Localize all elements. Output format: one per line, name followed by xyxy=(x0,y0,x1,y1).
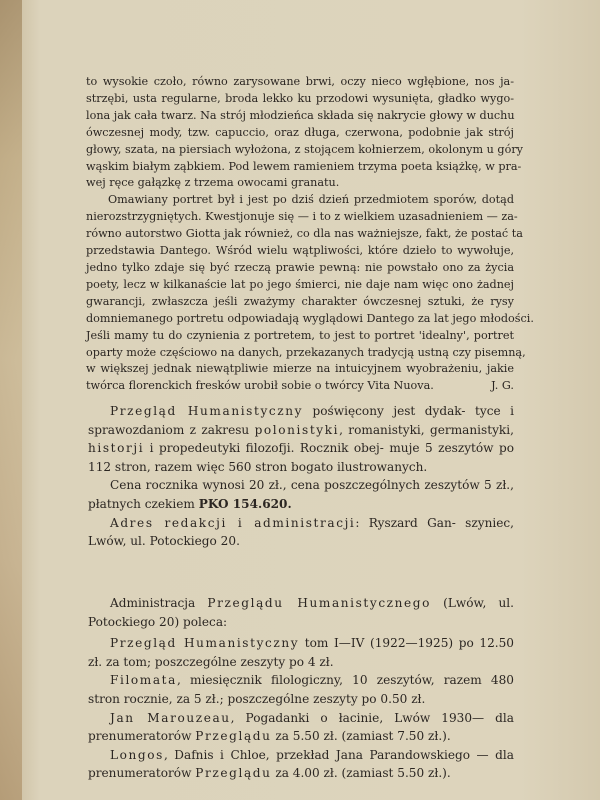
last-line-text: twórca florenckich fresków urobił sobie o twórcy Vita Nuova. xyxy=(86,379,434,393)
text-line: ówczesnej mody, tzw. capuccio, oraz długa, czerwona, podobnie jak strój xyxy=(86,125,514,139)
journal-text: muje 5 zeszytów po 112 stron, razem więc 560 stron bogato xyxy=(88,441,514,474)
text-line: głowy, szata, na piersiach wyłożona, z stojącem kołnierzem, okolonym u góry xyxy=(86,142,523,156)
page-edge-stain xyxy=(0,0,22,800)
admin-item-3 xyxy=(88,709,514,746)
admin-text: , miesięcznik filologiczny, 10 zeszytów, razem xyxy=(176,673,482,688)
journal-info xyxy=(88,402,514,551)
journal-text: : Ryszard Gan- xyxy=(355,515,456,530)
text-line: jedno tylko zdaje się być rzeczą prawie pewną: nie powstało ono za życia xyxy=(86,260,514,274)
admin-text-spaced: Przeglądu xyxy=(195,729,272,744)
journal-text: Cena rocznika wynosi 20 zł., cena poszczególnych zeszytów xyxy=(110,478,480,493)
journal-text: germanistyki, xyxy=(430,422,514,437)
admin-text: za 5.50 zł. (zamiast 7.50 zł.). xyxy=(271,729,451,744)
article-text xyxy=(86,74,534,395)
journal-text-spaced: Adres redakcji i administracji xyxy=(110,515,356,530)
admin-text: dla prenumeratorów xyxy=(88,710,514,744)
journal-text: , romanistyki, xyxy=(339,422,425,437)
admin-text: po 12.50 zł. za tom; poszczególne zeszyty po 4 zł. xyxy=(88,636,514,669)
admin-text: (Lwów, xyxy=(431,596,487,610)
journal-paragraph-1 xyxy=(88,402,514,476)
text-line: gwarancji, zwłaszcza jeśli zważymy charakter ówczesnej sztuki, że rysy xyxy=(86,294,514,308)
signature: J. G. xyxy=(491,379,514,393)
text-line: w większej jednak niewątpliwie mierze na intuicyjnem wyobrażeniu, jakie xyxy=(86,362,514,376)
admin-item-4 xyxy=(88,746,514,783)
journal-paragraph-3 xyxy=(88,514,514,551)
journal-text-spaced: polonistyki xyxy=(254,422,340,437)
admin-text: , Pogadanki o łacinie, Lwów 1930— xyxy=(230,710,485,725)
admin-text: 480 stron rocznie, za 5 zł.; poszczególne zeszyty po 0.50 zł. xyxy=(88,673,514,706)
journal-name: Przegląd Humanistyczny xyxy=(110,404,304,418)
admin-text-spaced: Longos xyxy=(110,747,164,762)
article-paragraph-1 xyxy=(86,74,523,192)
admin-text-spaced: Przeglądu Humanistycznego xyxy=(207,596,432,610)
journal-text: poświęcony jest dydak- xyxy=(303,404,466,418)
pko-number: PKO 154.620. xyxy=(198,496,292,511)
article-paragraph-2 xyxy=(86,192,534,395)
admin-text-spaced: Przegląd Humanistyczny xyxy=(110,636,300,651)
text-line: lona jak cała twarz. Na strój młodzieńca składa się nakrycie głowy w duchu xyxy=(86,108,515,122)
text-line: poety, lecz w kilkanaście lat po jego śmierci, nie daje nam więc ono żadnej xyxy=(86,277,514,291)
text-line: wej ręce gałązkę z trzema owocami granatu. xyxy=(86,176,340,190)
text-line: domniemanego portretu odpowiadają wyglądowi Dantego za lat jego młodości. xyxy=(86,311,534,325)
journal-text: i propedeutyki filozofji. Rocznik obej- xyxy=(144,441,384,456)
text-line: równo autorstwo Giotta jak również, co dla nas ważniejsze, fakt, że postać ta xyxy=(86,227,523,241)
admin-text: tom I—IV (1922—1925) xyxy=(299,636,454,651)
text-line xyxy=(86,378,514,395)
text-line: oparty może częściowo na danych, przekazanych tradycją ustną czy pisemną, xyxy=(86,345,526,359)
admin-text: za 4.00 zł. (zamiast 5.50 zł.). xyxy=(271,766,451,781)
text-line: nierozstrzygniętych. Kwestjonuje się — i to z wielkiem uzasadnieniem — za- xyxy=(86,210,518,224)
admin-text: Administracja xyxy=(110,596,208,610)
admin-text: ul. Potockiego 20) poleca: xyxy=(88,596,514,629)
admin-text-spaced: Filomata xyxy=(110,673,177,688)
journal-text-spaced: historji xyxy=(88,441,145,456)
journal-paragraph-2 xyxy=(88,476,514,513)
admin-text: , Dafnis i Chloe, przekład Jana Parandowskiego — xyxy=(163,747,489,762)
admin-item-2 xyxy=(88,671,514,708)
text-line: przedstawia Dantego. Wśród wielu wątpliwości, które dzieło to wywołuje, xyxy=(86,244,514,258)
admin-text-spaced: Jan Marouzeau xyxy=(110,710,231,725)
journal-text: szyniec, Lwów, ul. Potockiego 20. xyxy=(88,515,514,549)
admin-text: dla prenumeratorów xyxy=(88,747,514,781)
text-line: Omawiany portret był i jest po dziś dzień przedmiotem sporów, dotąd xyxy=(108,193,514,207)
journal-text: ilustrowanych. xyxy=(337,459,428,474)
text-line: Jeśli mamy tu do czynienia z portretem, to jest to portret 'idealny', portret xyxy=(86,328,514,342)
text-line: to wysokie czoło, równo zarysowane brwi, oczy nieco wgłębione, nos ja- xyxy=(86,75,514,88)
journal-text: tyce i sprawozdaniom z zakresu xyxy=(88,404,514,437)
text-line: wąskim białym ząbkiem. Pod lewem ramieniem trzyma poeta książkę, w pra- xyxy=(86,159,522,173)
journal-text: 5 zł., płatnych czekiem xyxy=(88,478,514,511)
admin-list xyxy=(88,594,514,783)
admin-text-spaced: Przeglądu xyxy=(195,766,272,781)
text-line: strzębi, usta regularne, broda lekko ku przodowi wysunięta, gładko wygo- xyxy=(86,91,514,105)
admin-item-1 xyxy=(88,634,514,671)
admin-intro xyxy=(88,594,514,631)
